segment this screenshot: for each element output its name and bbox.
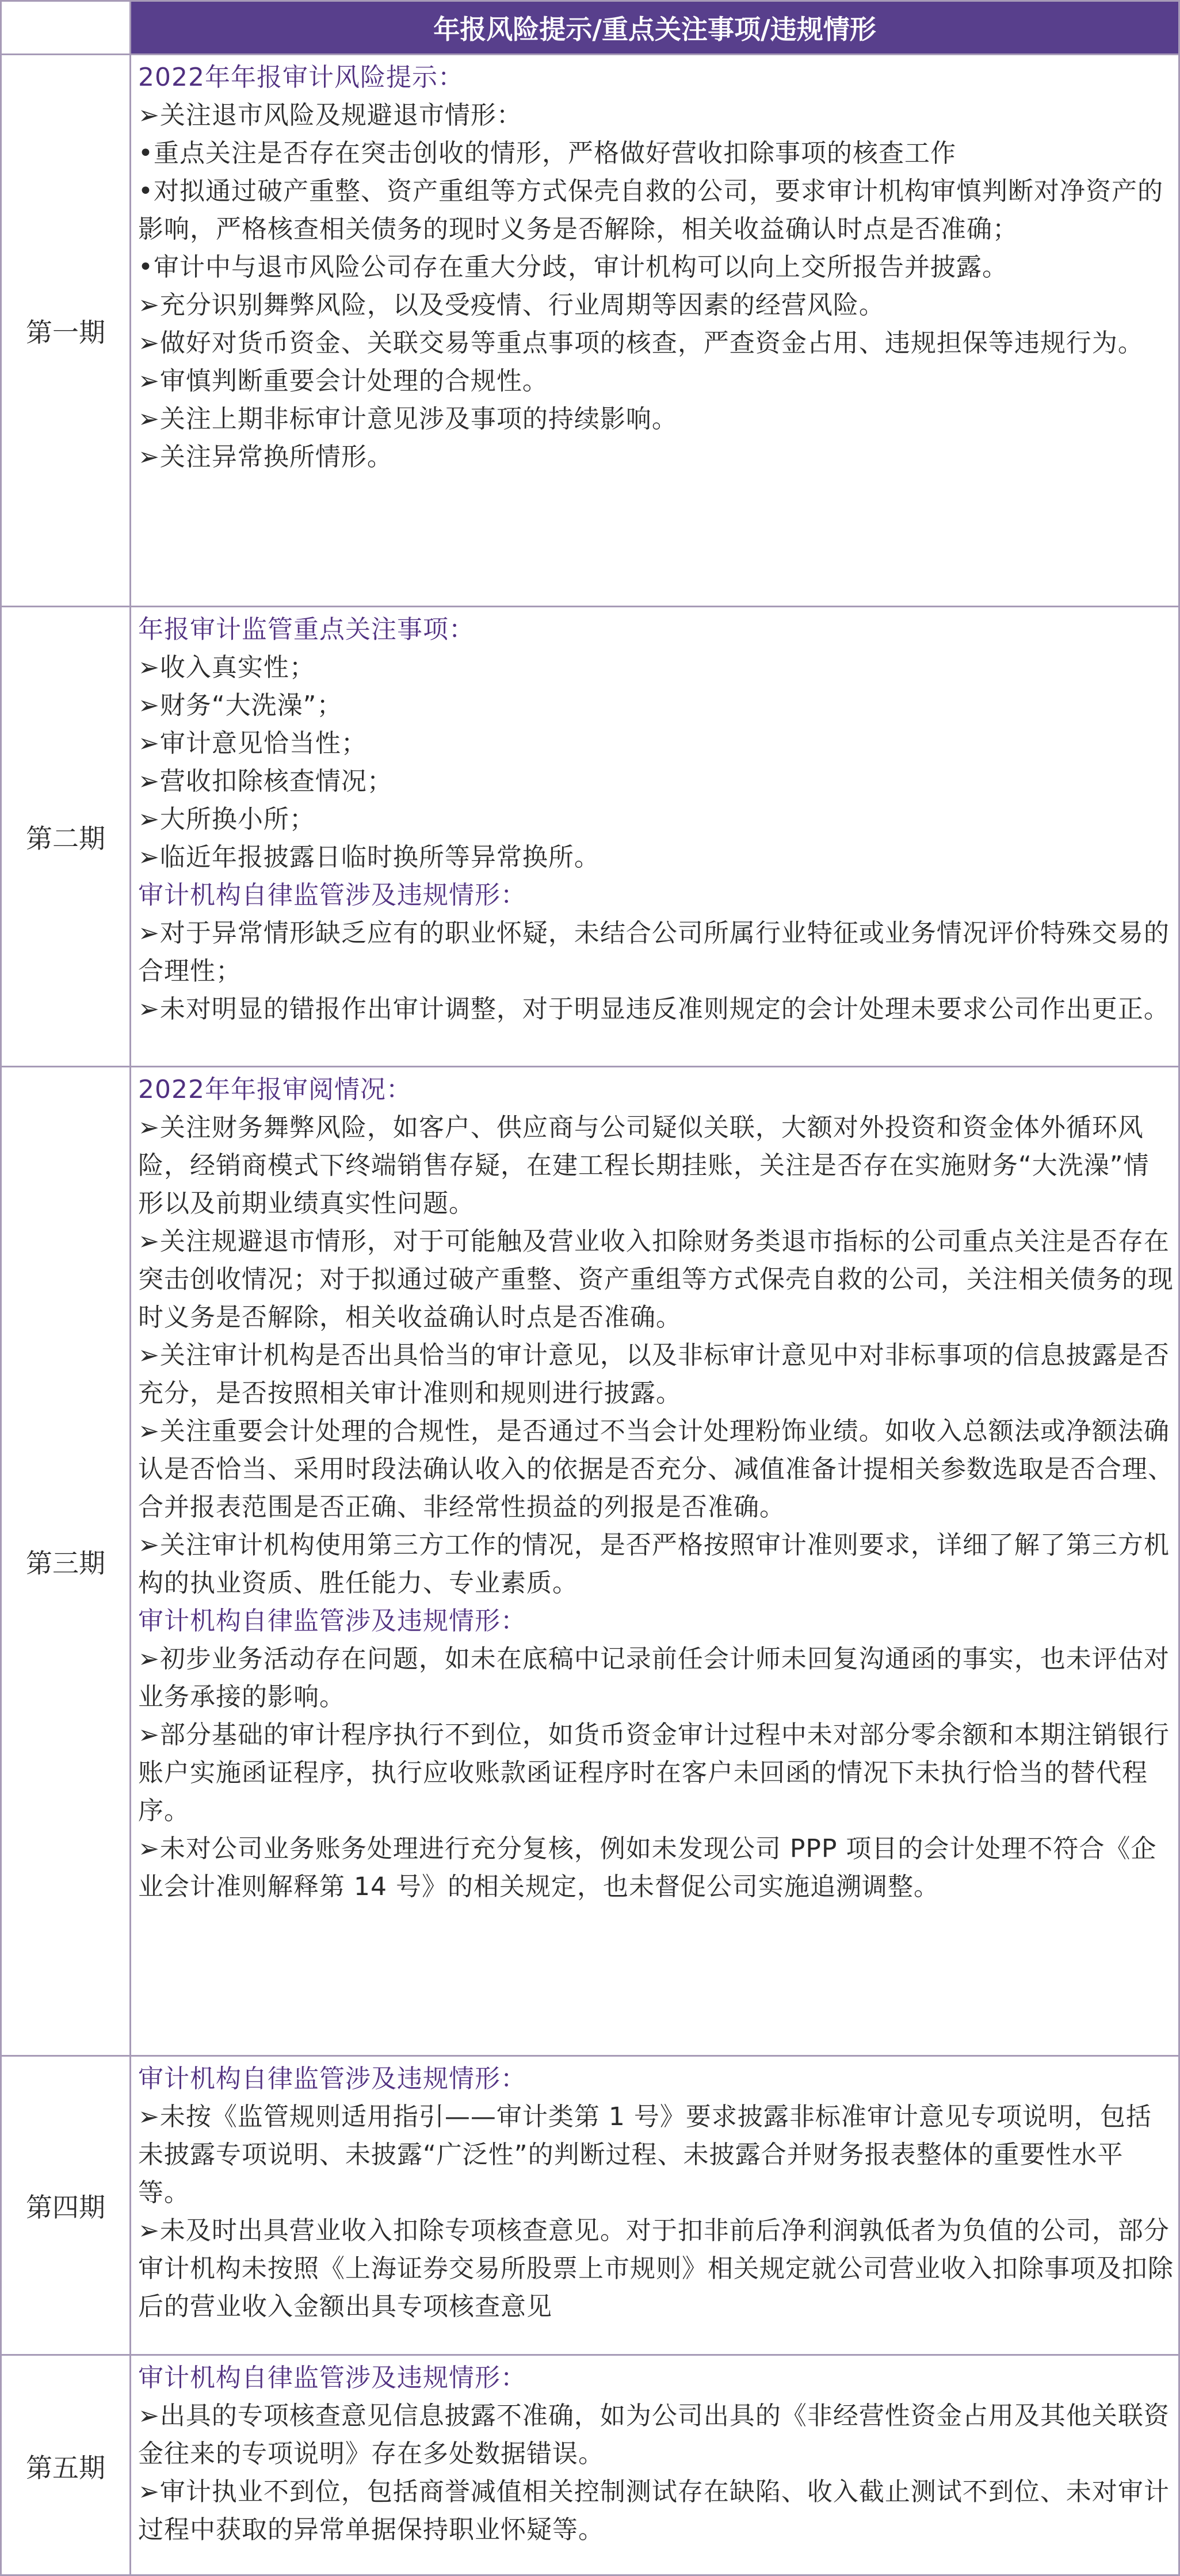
period-label: 第三期 (2, 1067, 131, 2055)
list-item: ➢初步业务活动存在问题，如未在底稿中记录前任会计师未回复沟通函的事实，也未评估对业务承接的影响。 (138, 1644, 1170, 1712)
list-item: ➢未对公司业务账务处理进行充分复核，例如未发现公司 PPP 项目的会计处理不符合《企业会计准则解释第 14 号》的相关规定，也未督促公司实施追溯调整。 (138, 1834, 1157, 1901)
row-content (131, 2057, 1178, 2354)
period-label: 第二期 (2, 607, 131, 1066)
list-item: ➢收入真实性； (138, 653, 315, 682)
list-item: ➢关注审计机构是否出具恰当的审计意见，以及非标审计意见中对非标事项的信息披露是否充分，是否按照相关审计准则和规则进行披露。 (138, 1341, 1170, 1408)
table-row-period-5 (2, 2354, 1178, 2576)
row-content (131, 607, 1178, 1066)
list-item: •重点关注是否存在突击创收的情形，严格做好营收扣除事项的核查工作 (138, 139, 956, 168)
list-item: ➢审慎判断重要会计处理的合规性。 (138, 366, 548, 396)
section-heading: 2022年年报审阅情况： (138, 1075, 412, 1104)
list-item: ➢对于异常情形缺乏应有的职业怀疑，未结合公司所属行业特征或业务情况评价特殊交易的合理性； (138, 918, 1170, 986)
table-header (2, 2, 1178, 53)
list-item: ➢临近年报披露日临时换所等异常换所。 (138, 843, 600, 872)
header-title: 年报风险提示/重点关注事项/违规情形 (131, 2, 1178, 53)
list-item: •对拟通过破产重整、资产重组等方式保壳自救的公司，要求审计机构审慎判断对净资产的影响，严格核查相关债务的现时义务是否解除，相关收益确认时点是否准确； (138, 177, 1163, 244)
list-item: ➢关注重要会计处理的合规性，是否通过不当会计处理粉饰业绩。如收入总额法或净额法确认是否恰当、采用时段法确认收入的依据是否充分、减值准备计提相关参数选取是否合理、合并报表范围是否正确、非经常性损益的列报是否准确。 (138, 1417, 1174, 1522)
table-row-period-2 (2, 606, 1178, 1066)
list-item: ➢未及时出具营业收入扣除专项核查意见。对于扣非前后净利润孰低者为负值的公司，部分审计机构未按照《上海证券交易所股票上市规则》相关规定就公司营业收入扣除事项及扣除后的营业收入金额出具专项核查意见 (138, 2216, 1174, 2321)
section-heading: 审计机构自律监管涉及违规情形： (138, 2064, 526, 2093)
header-corner-cell (2, 2, 131, 53)
list-item: ➢未按《监管规则适用指引——审计类第 1 号》要求披露非标准审计意见专项说明，包括未披露专项说明、未披露“广泛性”的判断过程、未披露合并财务报表整体的重要性水平等。 (138, 2102, 1152, 2207)
list-item: ➢财务“大洗澡”； (138, 691, 343, 720)
list-item: ➢审计执业不到位，包括商誉减值相关控制测试存在缺陷、收入截止测试不到位、未对审计过程中获取的异常单据保持职业怀疑等。 (138, 2477, 1170, 2544)
list-item: ➢大所换小所； (138, 805, 315, 834)
list-item: •审计中与退市风险公司存在重大分歧，审计机构可以向上交所报告并披露。 (138, 252, 1008, 282)
section-heading: 2022年年报审计风险提示： (138, 63, 464, 92)
period-label: 第一期 (2, 55, 131, 606)
list-item: ➢做好对货币资金、关联交易等重点事项的核查，严查资金占用、违规担保等违规行为。 (138, 328, 1144, 358)
list-item: ➢关注规避退市情形，对于可能触及营业收入扣除财务类退市指标的公司重点关注是否存在突击创收情况；对于拟通过破产重整、资产重组等方式保壳自救的公司，关注相关债务的现时义务是否解除，相关收益确认时点是否准确。 (138, 1227, 1174, 1332)
list-item: ➢关注异常换所情形。 (138, 442, 393, 472)
list-item: ➢未对明显的错报作出审计调整，对于明显违反准则规定的会计处理未要求公司作出更正。 (138, 994, 1170, 1024)
row-content (131, 55, 1178, 606)
period-label: 第四期 (2, 2057, 131, 2354)
section-heading: 审计机构自律监管涉及违规情形： (138, 881, 526, 910)
list-item: ➢部分基础的审计程序执行不到位，如货币资金审计过程中未对部分零余额和本期注销银行账户实施函证程序，执行应收账款函证程序时在客户未回函的情况下未执行恰当的替代程序。 (138, 1720, 1170, 1825)
list-item: ➢关注退市风险及规避退市情形： (138, 101, 522, 130)
table-row-period-3 (2, 1066, 1178, 2055)
list-item: ➢关注财务舞弊风险，如客户、供应商与公司疑似关联，大额对外投资和资金体外循环风险，经销商模式下终端销售存疑，在建工程长期挂账，关注是否存在实施财务“大洗澡”情形以及前期业绩真实性问题。 (138, 1113, 1150, 1218)
period-label: 第五期 (2, 2356, 131, 2576)
list-item: ➢关注上期非标审计意见涉及事项的持续影响。 (138, 404, 678, 434)
list-item: ➢充分识别舞弊风险，以及受疫情、行业周期等因素的经营风险。 (138, 290, 885, 320)
table-row-period-1 (2, 53, 1178, 606)
section-heading: 年报审计监管重点关注事项： (138, 615, 475, 644)
list-item: ➢审计意见恰当性； (138, 729, 367, 758)
section-heading: 审计机构自律监管涉及违规情形： (138, 2363, 526, 2393)
list-item: ➢营收扣除核查情况； (138, 767, 393, 796)
section-heading: 审计机构自律监管涉及违规情形： (138, 1606, 526, 1636)
row-content (131, 1067, 1178, 2055)
table-row-period-4 (2, 2055, 1178, 2354)
row-content (131, 2356, 1178, 2576)
list-item: ➢出具的专项核查意见信息披露不准确，如为公司出具的《非经营性资金占用及其他关联资金往来的专项说明》存在多处数据错误。 (138, 2401, 1170, 2468)
list-item: ➢关注审计机构使用第三方工作的情况，是否严格按照审计准则要求，详细了解了第三方机构的执业资质、胜任能力、专业素质。 (138, 1530, 1170, 1598)
